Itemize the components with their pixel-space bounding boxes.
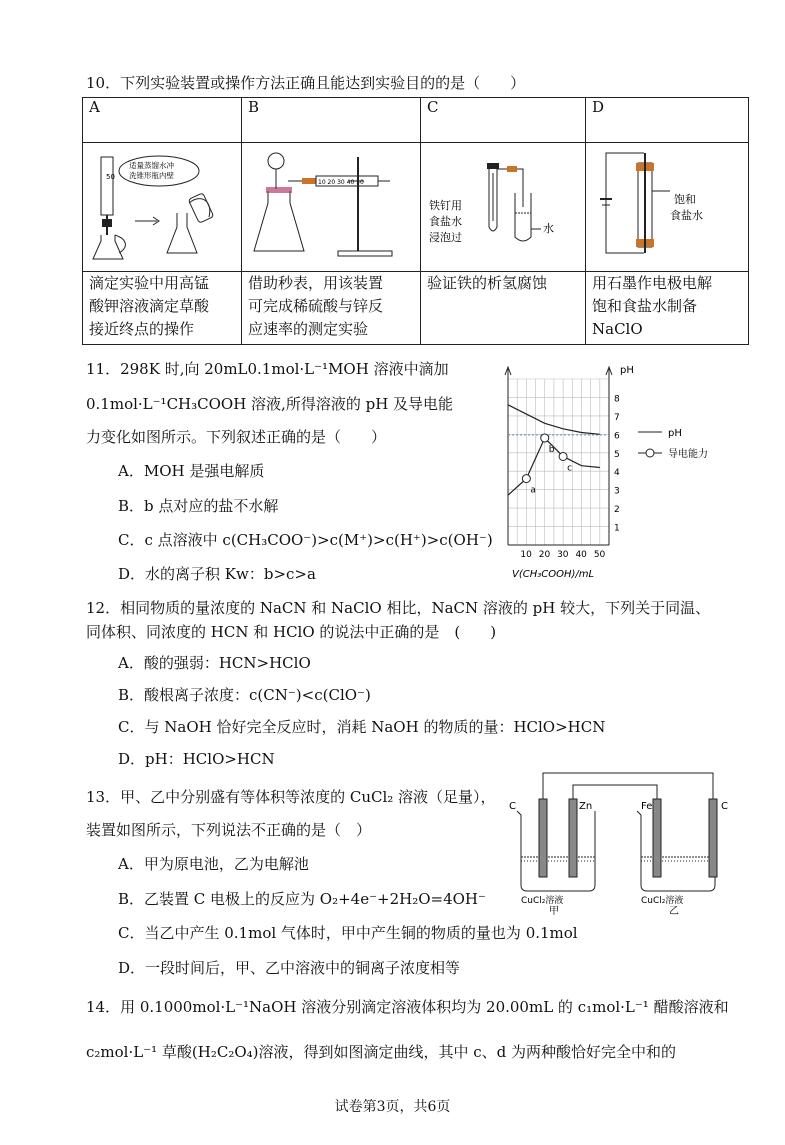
q13-option-c: C．当乙中产生 0.1mol 气体时，甲中产生铜的物质的量也为 0.1mol <box>118 924 578 942</box>
y-tick-label: 1 <box>614 523 620 534</box>
point-label-a: a <box>530 485 536 496</box>
desc-c: 验证铁的析氢腐蚀 <box>421 272 586 345</box>
point-label-c: c <box>567 463 573 474</box>
diagram-d-cell <box>586 143 749 272</box>
header-b: B <box>242 98 421 143</box>
q11-option-a: A．MOH 是强电解质 <box>118 462 265 480</box>
y-axis-label: pH <box>620 365 634 376</box>
solution-label-yi: CuCl₂溶液 <box>641 896 684 906</box>
q11-option-b: B．b 点对应的盐不水解 <box>118 497 279 515</box>
label-c-right: C <box>721 801 728 812</box>
c-label-line1: 铁钉用 <box>429 199 462 212</box>
y-tick-label: 8 <box>614 394 620 405</box>
x-axis-label: V(CH₃COOH)/mL <box>512 569 595 580</box>
outer-wire <box>543 773 713 799</box>
b-scale-text: 10 20 30 40 50 <box>318 179 364 186</box>
q14-stem-line1: 14．用 0.1000mol·L⁻¹NaOH 溶液分别滴定溶液体积均为 20.00mL 的 c₁mol·L⁻¹ 醋酸溶液和 <box>86 998 729 1016</box>
electrode-fe <box>653 799 661 877</box>
y-tick-labels <box>614 394 620 533</box>
a-bubble-line2: 洗锥形瓶内壁 <box>129 171 174 180</box>
label-fe: Fe <box>641 801 653 812</box>
titration-diagram <box>89 143 235 267</box>
page-footer: 试卷第3页，共6页 <box>334 1099 451 1115</box>
corrosion-diagram <box>427 143 579 267</box>
q11-stem-line3: 力变化如图所示。下列叙述正确的是（ ） <box>86 428 387 446</box>
electrode-zn <box>569 799 577 877</box>
a-scale-text: 50 <box>106 173 115 181</box>
x-tick-label: 50 <box>593 550 606 560</box>
solution-label-jia: CuCl₂溶液 <box>521 896 564 906</box>
point-marker-b <box>541 434 549 442</box>
label-yi: 乙 <box>669 906 679 915</box>
x-tick-label: 40 <box>575 550 587 560</box>
x-tick-label: 10 <box>520 550 532 560</box>
y-tick-label: 5 <box>614 449 620 460</box>
legend-cond-marker <box>646 449 654 457</box>
c-water-label: 水 <box>543 222 554 235</box>
y-tick-label: 4 <box>614 468 620 479</box>
legend-ph-label: pH <box>668 428 682 439</box>
q10-stem: 10．下列实验装置或操作方法正确且能达到实验目的的是（ ） <box>86 74 526 92</box>
q10-experiment-table <box>82 97 749 345</box>
desc-d: 用石墨作电极电解 饱和食盐水制备 NaClO <box>586 272 749 345</box>
header-a: A <box>83 98 242 143</box>
inner-wire <box>573 785 657 799</box>
electrode-c-left <box>539 799 547 877</box>
diagram-c-cell <box>421 143 586 272</box>
desc-a: 滴定实验中用高锰 酸钾溶液滴定草酸 接近终点的操作 <box>83 272 242 345</box>
q11-stem-line2: 0.1mol·L⁻¹CH₃COOH 溶液,所得溶液的 pH 及导电能 <box>86 395 454 413</box>
q12-option-c: C．与 NaOH 恰好完全反应时，消耗 NaOH 的物质的量：HClO>HCN <box>118 718 606 736</box>
q12-stem-line1: 12．相同物质的量浓度的 NaCN 和 NaClO 相比，NaCN 溶液的 pH 较大，下列关于同温、 <box>86 599 711 617</box>
q12-option-d: D．pH：HClO>HCN <box>118 750 275 768</box>
q14-stem-line2: c₂mol·L⁻¹ 草酸(H₂C₂O₄)溶液，得到如图滴定曲线，其中 c、d 为两种酸恰好完全中和的 <box>86 1043 677 1061</box>
q11-option-d: D．水的离子积 Kw：b>c>a <box>118 565 316 583</box>
q12-option-b: B．酸根离子浓度：c(CN⁻)<c(ClO⁻) <box>118 686 371 704</box>
y-tick-label: 7 <box>614 412 620 423</box>
q11-option-c: C．c 点溶液中 c(CH₃COO⁻)>c(M⁺)>c(H⁺)>c(OH⁻) <box>118 531 493 549</box>
a-bubble-line1: 适量蒸馏水冲 <box>129 161 174 170</box>
header-d: D <box>586 98 749 143</box>
y-tick-label: 3 <box>614 486 620 497</box>
desc-b: 借助秒表，用该装置 可完成稀硫酸与锌反 应速率的测定实验 <box>242 272 421 345</box>
electrolysis-diagram <box>592 143 742 267</box>
point-label-b: b <box>548 445 555 456</box>
y-tick-label: 2 <box>614 505 620 516</box>
d-label-line1: 饱和 <box>674 193 696 206</box>
reaction-rate-diagram <box>248 143 414 267</box>
x-tick-label: 30 <box>557 550 569 560</box>
q13-option-a: A．甲为原电池，乙为电解池 <box>118 855 309 873</box>
diagram-a-cell <box>83 143 242 272</box>
electrode-c-right <box>709 799 717 877</box>
label-zn: Zn <box>579 801 593 812</box>
header-c: C <box>421 98 586 143</box>
x-tick-label: 20 <box>538 550 551 560</box>
q12-stem-line2: 同体积、同浓度的 HCN 和 HClO 的说法中正确的是 ( ) <box>86 623 497 641</box>
q13-option-d: D．一段时间后，甲、乙中溶液中的铜离子浓度相等 <box>118 959 461 977</box>
beaker-yi <box>637 811 715 891</box>
q13-option-b: B．乙装置 C 电极上的反应为 O₂+4e⁻+2H₂O=4OH⁻ <box>118 890 486 908</box>
y-tick-label: 6 <box>614 431 620 442</box>
q13-stem-line1: 13．甲、乙中分别盛有等体积等浓度的 CuCl₂ 溶液（足量）， <box>86 788 496 806</box>
legend-cond-label: 导电能力 <box>668 449 708 460</box>
label-jia: 甲 <box>549 906 559 915</box>
c-label-line3: 浸泡过 <box>429 231 462 244</box>
c-label-line2: 食盐水 <box>429 215 462 228</box>
q11-stem-line1: 11．298K 时,向 20mL0.1mol·L⁻¹MOH 溶液中滴加 <box>86 360 449 378</box>
chart-grid <box>508 379 609 545</box>
q13-cell-diagram <box>505 765 750 915</box>
label-c-left: C <box>509 801 516 812</box>
point-marker-c <box>559 452 567 460</box>
q11-ph-conductivity-chart <box>490 355 730 583</box>
point-marker-a <box>522 475 530 483</box>
diagram-b-cell <box>242 143 421 272</box>
beaker-jia <box>517 811 595 891</box>
d-label-line2: 食盐水 <box>670 209 703 222</box>
q13-stem-line2: 装置如图所示，下列说法不正确的是（ ） <box>86 821 372 839</box>
x-tick-labels <box>520 550 605 560</box>
q12-option-a: A．酸的强弱：HCN>HClO <box>118 654 311 672</box>
